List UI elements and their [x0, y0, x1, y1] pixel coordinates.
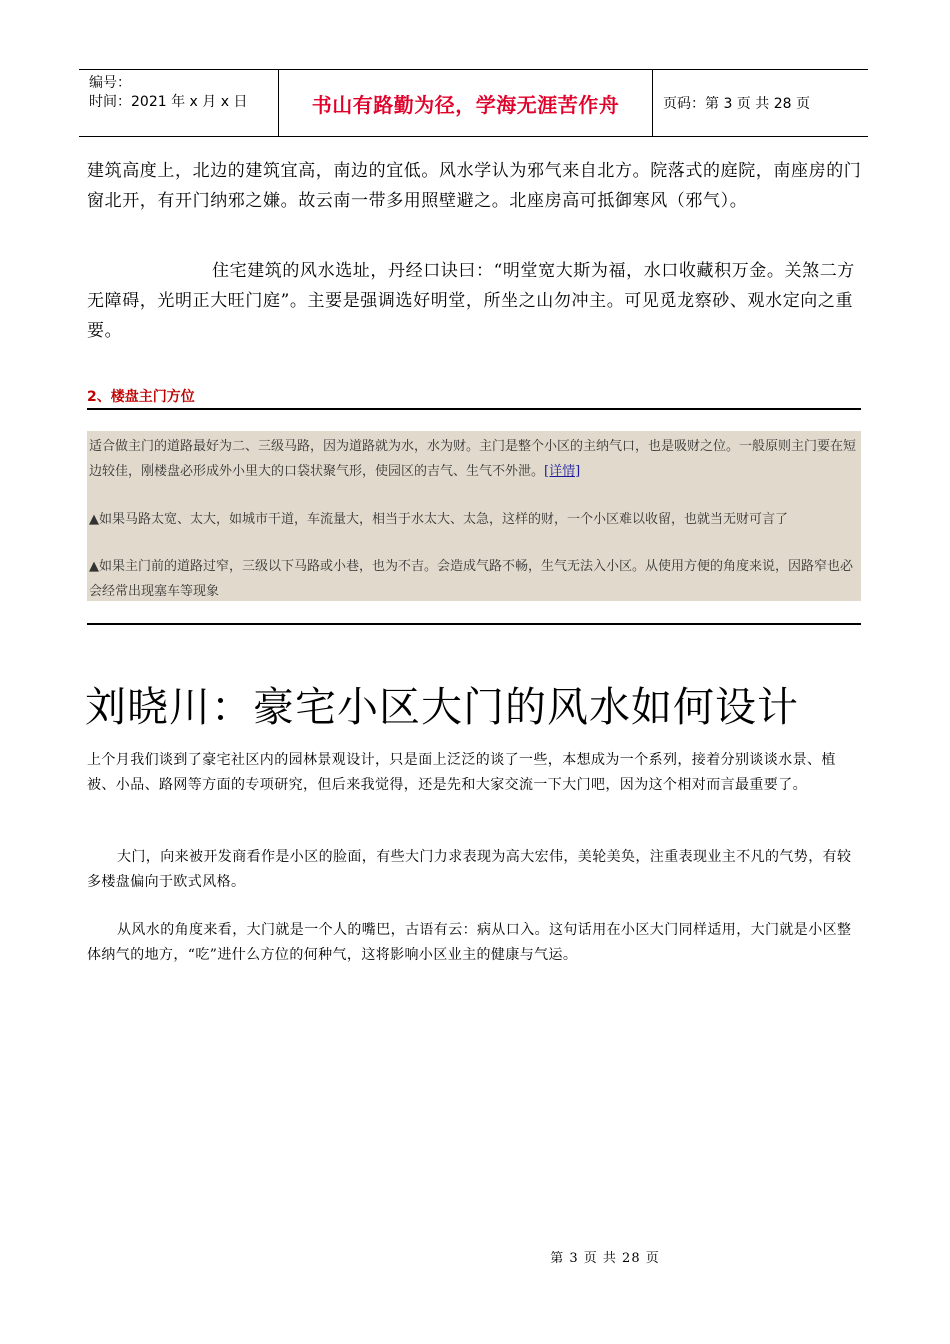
- article-divider: [87, 623, 861, 625]
- header-meta: [79, 70, 279, 136]
- page-header: [79, 69, 868, 137]
- info-box: [87, 431, 861, 601]
- info-bullet-narrow-road: ▲如果主门前的道路过窄，三级以下马路或小巷，也为不吉。会造成气路不畅，生气无法入小区。从使用方便的角度来说，因路窄也必会经常出现塞车等现象: [89, 559, 853, 599]
- section-divider: [87, 408, 861, 410]
- section-heading: 2、楼盘主门方位: [87, 389, 195, 405]
- number-label: 编号：: [89, 75, 131, 91]
- details-link[interactable]: [详情]: [544, 464, 581, 479]
- article-paragraph-fengshui: 从风水的角度来看，大门就是一个人的嘴巴，古语有云：病从口入。这句话用在小区大门同样适用，大门就是小区整体纳气的地方，“吃”进什么方位的何种气，这将影响小区业主的健康与气运。: [87, 922, 852, 963]
- article-title: 刘晓川：豪宅小区大门的风水如何设计: [85, 683, 799, 731]
- info-text: 适合做主门的道路最好为二、三级马路，因为道路就为水，水为财。主门是整个小区的主纳气口，也是吸财之位。一般原则主门要在短边较佳，刚楼盘必形成外小里大的口袋状聚气形，使园区的吉气、生气不外泄。: [89, 439, 857, 479]
- article-paragraph-gate: 大门，向来被开发商看作是小区的脸面，有些大门力求表现为高大宏伟，美轮美奂，注重表现业主不凡的气势，有较多楼盘偏向于欧式风格。: [87, 849, 852, 890]
- footer-page-number: 第 3 页 共 28 页: [550, 1251, 660, 1266]
- header-page-info: 页码：第 3 页 共 28 页: [663, 96, 810, 112]
- info-paragraph: [87, 431, 861, 484]
- page-footer: [0, 1247, 950, 1266]
- date-line: 时间：2021 年 x 月 x 日: [89, 94, 248, 110]
- article-paragraph-intro: 上个月我们谈到了豪宅社区内的园林景观设计，只是面上泛泛的谈了一些，本想成为一个系列，接着分别谈谈水景、植被、小品、路网等方面的专项研究，但后来我觉得，还是先和大家交流一下大门吧，因为这个相对而言最重要了。: [87, 752, 836, 793]
- paragraph-building-height: 建筑高度上，北边的建筑宜高，南边的宜低。风水学认为邪气来自北方。院落式的庭院，南座房的门窗北开，有开门纳邪之嫌。故云南一带多用照壁避之。北座房高可抵御寒风（邪气）。: [87, 161, 862, 211]
- paragraph-site-selection: 住宅建筑的风水选址，丹经口诀曰：“明堂宽大斯为福，水口收藏积万金。关煞二方无障碍，光明正大旺门庭”。主要是强调选好明堂，所坐之山勿冲主。可见觅龙察砂、观水定向之重要。: [87, 261, 855, 341]
- header-motto: 书山有路勤为径，学海无涯苦作舟: [279, 70, 653, 136]
- info-bullet-wide-road: ▲如果马路太宽、太大，如城市干道，车流量大，相当于水太大、太急，这样的财，一个小区难以收留，也就当无财可言了: [89, 512, 788, 527]
